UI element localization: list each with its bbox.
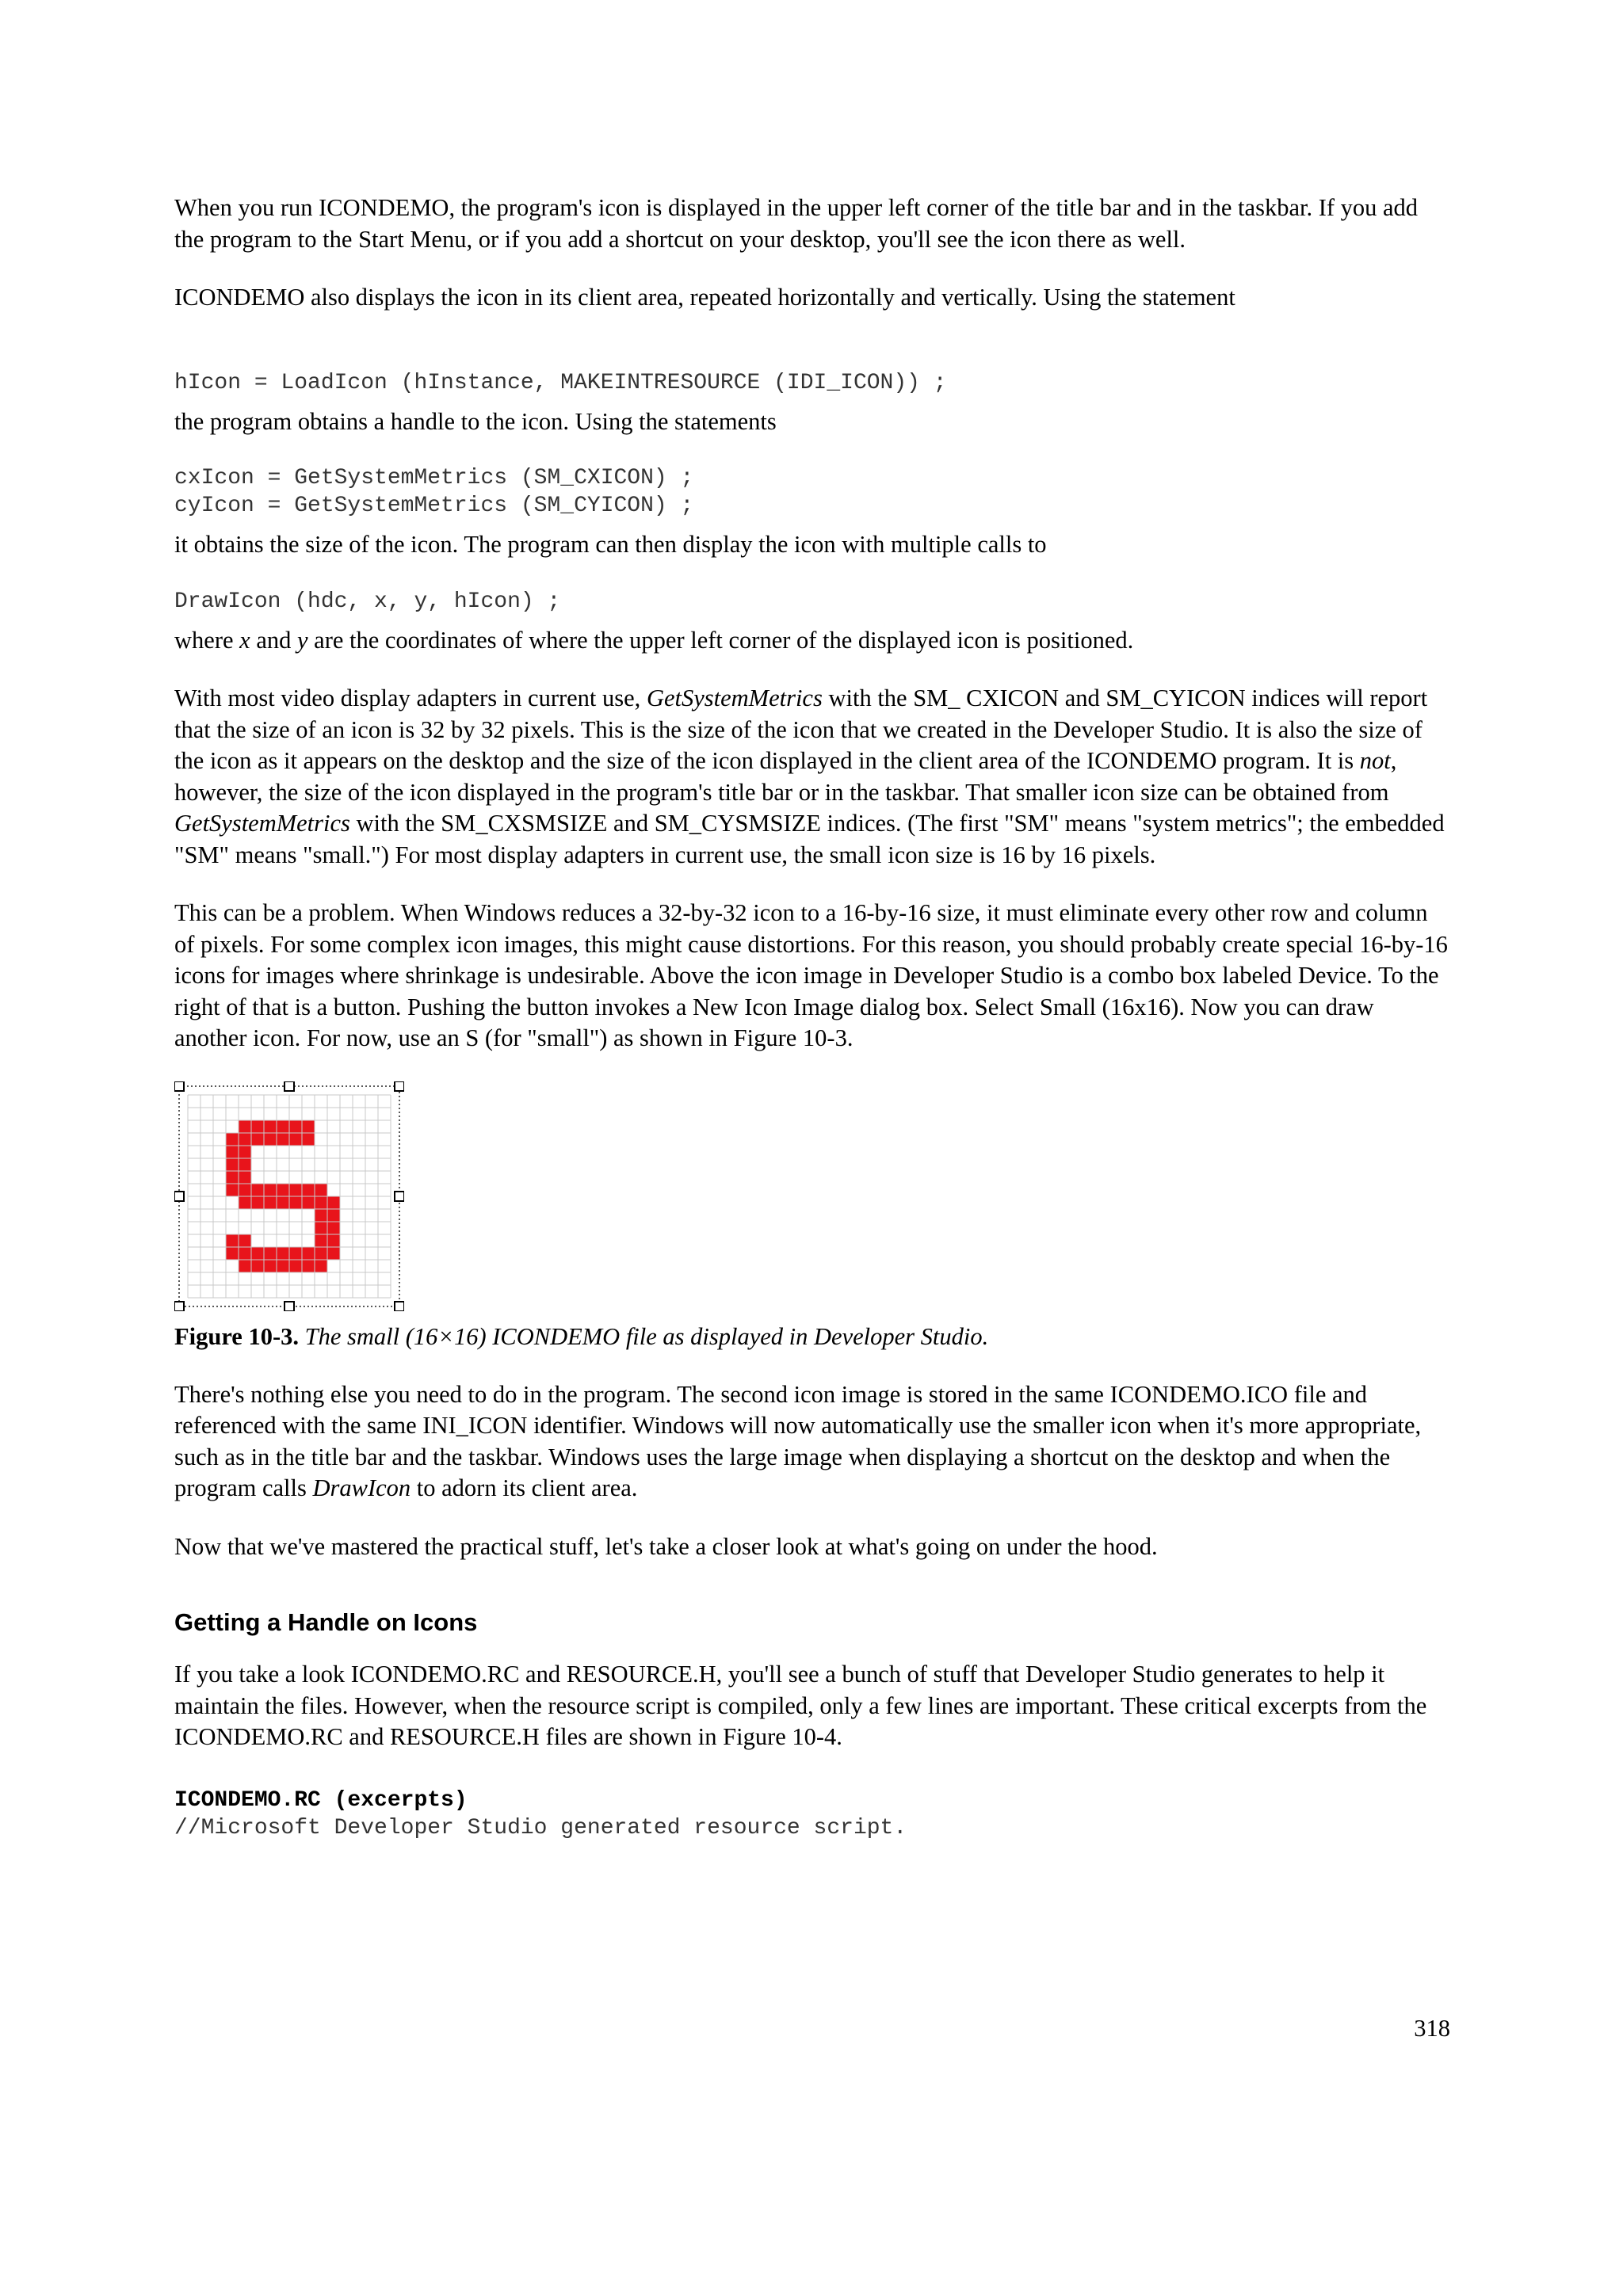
icon-pixel — [289, 1184, 302, 1196]
icon-pixel — [302, 1120, 315, 1133]
icon-pixel — [251, 1196, 264, 1209]
icon-grid — [174, 1081, 404, 1311]
icon-pixel — [239, 1184, 251, 1196]
icon-pixel — [239, 1196, 251, 1209]
paragraph: where x and y are the coordinates of where the upper left corner of the displayed icon is positioned. — [174, 626, 1134, 654]
resize-handle — [285, 1302, 294, 1311]
code-line: cxIcon = GetSystemMetrics (SM_CXICON) ; — [174, 466, 694, 490]
icon-pixel — [264, 1196, 277, 1209]
paragraph: This can be a problem. When Windows reduces a 32-by-32 icon to a 16-by-16 size, it must eliminate every other row and column of pixels. For some complex icon images, this might cause distortions. For this reason, you should probably create special 16-by-16 icons for images where shrinkage is undesirable. Above the icon image in Developer Studio is a combo box labeled Device. To the right of that is a button. Pushing the button invokes a New Icon Image dialog box. Select Small (16x16). Now you can draw another icon. For now, use an S (for "small") as shown in Figure 10-3. — [174, 899, 1448, 1051]
paragraph: Now that we've mastered the practical stuff, let's take a closer look at what's going on under the hood. — [174, 1532, 1158, 1560]
section-heading: Getting a Handle on Icons — [174, 1608, 478, 1636]
icon-pixel — [327, 1222, 340, 1234]
icon-pixel — [302, 1247, 315, 1260]
icon-pixel — [226, 1146, 239, 1158]
icon-pixel — [315, 1247, 327, 1260]
icon-pixel — [264, 1133, 277, 1146]
icon-pixel — [264, 1260, 277, 1272]
paragraph: With most video display adapters in current use, GetSystemMetrics with the SM_ CXICON and SM_CYICON indices will report that the size of an icon is 32 by 32 pixels. This is the size of the icon that we created in the Developer Studio. It is also the size of the icon as it appears on the desktop and the size of the icon displayed in the client area of the ICONDEMO program. It is not, however, the size of the icon displayed in the program's title bar or in the taskbar. That smaller icon size can be obtained from GetSystemMetrics with the SM_CXSMSIZE and SM_CYSMSIZE indices. (The first "SM" means "system metrics"; the embedded "SM" means "small.") For most display adapters in current use, the small icon size is 16 by 16 pixels. — [174, 685, 1445, 868]
icon-pixel — [289, 1260, 302, 1272]
icon-pixel — [315, 1184, 327, 1196]
icon-pixel — [315, 1260, 327, 1272]
code-line: cyIcon = GetSystemMetrics (SM_CYICON) ; — [174, 494, 694, 518]
icon-pixel — [226, 1184, 239, 1196]
icon-pixel — [327, 1234, 340, 1247]
icon-pixel — [251, 1133, 264, 1146]
paragraph: There's nothing else you need to do in the program. The second icon image is stored in the same ICONDEMO.ICO file and referenced with the same INI_ICON identifier. Windows will now automatically use the smaller icon when it's more appropriate, such as in the title bar and the taskbar. Windows uses the large image when displaying a shortcut on the desktop and when the program calls DrawIcon to adorn its client area. — [174, 1380, 1422, 1501]
icon-pixel — [264, 1247, 277, 1260]
icon-pixel — [239, 1133, 251, 1146]
icon-pixel — [239, 1158, 251, 1171]
code-listing-title: ICONDEMO.RC (excerpts) — [174, 1787, 468, 1813]
icon-pixel — [277, 1120, 289, 1133]
resize-handle — [395, 1081, 404, 1091]
icon-pixel — [315, 1222, 327, 1234]
code-line: //Microsoft Developer Studio generated resource script. — [174, 1815, 907, 1840]
icon-pixel — [226, 1171, 239, 1184]
resize-handle — [174, 1192, 184, 1201]
icon-pixel — [226, 1133, 239, 1146]
icon-pixel — [277, 1260, 289, 1272]
icon-pixel — [239, 1247, 251, 1260]
icon-pixel — [226, 1158, 239, 1171]
page-content — [174, 193, 1450, 1852]
icon-pixel — [239, 1171, 251, 1184]
paragraph: the program obtains a handle to the icon. Using the statements — [174, 407, 777, 435]
icon-pixel — [327, 1209, 340, 1222]
page-number: 318 — [1414, 2015, 1450, 2042]
paragraph: ICONDEMO also displays the icon in its client area, repeated horizontally and vertically. Using the statement — [174, 284, 1235, 311]
code-line: DrawIcon (hdc, x, y, hIcon) ; — [174, 589, 561, 614]
code-block — [174, 464, 1450, 520]
resize-handle — [395, 1192, 404, 1201]
icon-pixel — [226, 1234, 239, 1247]
icon-pixel — [289, 1247, 302, 1260]
icon-pixel — [315, 1196, 327, 1209]
figure-caption: Figure 10-3. The small (16×16) ICONDEMO file as displayed in Developer Studio. — [174, 1322, 989, 1350]
icon-pixel — [239, 1234, 251, 1247]
icon-pixel — [264, 1184, 277, 1196]
icon-pixel — [327, 1247, 340, 1260]
icon-pixel — [327, 1196, 340, 1209]
code-block — [174, 1787, 1450, 1842]
paragraph: If you take a look ICONDEMO.RC and RESOURCE.H, you'll see a bunch of stuff that Developer Studio generates to help it maintain the files. However, when the resource script is compiled, only a few lines are important. These critical excerpts from the ICONDEMO.RC and RESOURCE.H files are shown in Figure 10-4. — [174, 1661, 1427, 1750]
icon-pixel — [264, 1120, 277, 1133]
resize-handle — [395, 1302, 404, 1311]
icon-editor-figure — [174, 1081, 404, 1311]
icon-pixel — [277, 1133, 289, 1146]
icon-pixel — [289, 1120, 302, 1133]
paragraph: When you run ICONDEMO, the program's icon is displayed in the upper left corner of the title bar and in the taskbar. If you add the program to the Start Menu, or if you add a shortcut on your desktop, you'll see the icon there as well. — [174, 194, 1419, 253]
icon-pixel — [302, 1260, 315, 1272]
code-line: hIcon = LoadIcon (hInstance, MAKEINTRESOURCE (IDI_ICON)) ; — [174, 370, 947, 395]
icon-pixel — [226, 1247, 239, 1260]
resize-handle — [174, 1081, 184, 1091]
resize-handle — [285, 1081, 294, 1091]
icon-pixel — [302, 1196, 315, 1209]
icon-pixel — [251, 1260, 264, 1272]
icon-pixel — [239, 1146, 251, 1158]
icon-pixel — [315, 1234, 327, 1247]
icon-pixel — [251, 1120, 264, 1133]
icon-pixel — [277, 1184, 289, 1196]
code-block — [174, 369, 1450, 397]
paragraph: it obtains the size of the icon. The program can then display the icon with multiple calls to — [174, 531, 1047, 558]
icon-pixel — [289, 1133, 302, 1146]
icon-pixel — [239, 1260, 251, 1272]
resize-handle — [174, 1302, 184, 1311]
icon-pixel — [289, 1196, 302, 1209]
icon-pixel — [277, 1247, 289, 1260]
icon-pixel — [302, 1184, 315, 1196]
icon-pixel — [251, 1247, 264, 1260]
icon-pixel — [239, 1120, 251, 1133]
icon-pixel — [315, 1209, 327, 1222]
icon-pixel — [251, 1184, 264, 1196]
icon-pixel — [302, 1133, 315, 1146]
code-block — [174, 588, 1450, 616]
icon-pixel — [277, 1196, 289, 1209]
